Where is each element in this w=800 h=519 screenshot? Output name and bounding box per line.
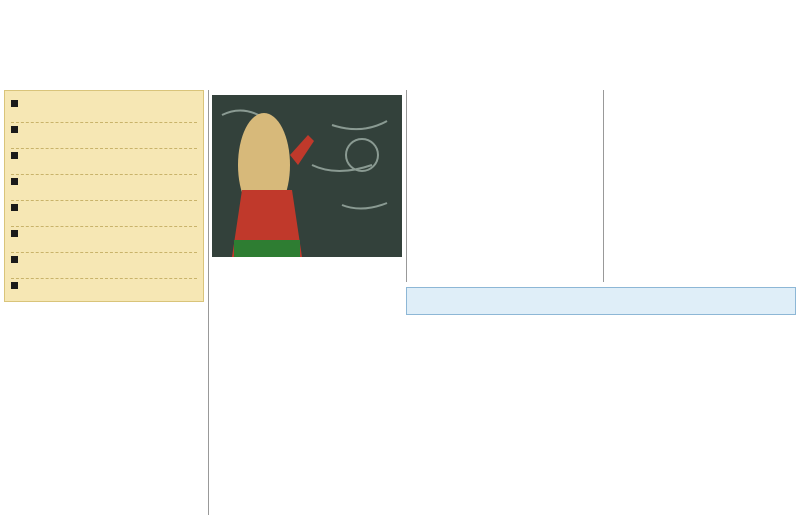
square-bullet-icon [11, 100, 18, 107]
square-bullet-icon [11, 126, 18, 133]
column-divider [603, 90, 604, 282]
highlight-item [11, 97, 197, 123]
column-divider [406, 90, 407, 282]
sub-heading [412, 212, 600, 226]
highlight-item [11, 123, 197, 149]
sub-heading [212, 323, 402, 337]
highlights-box [4, 90, 204, 302]
highlight-item [11, 279, 197, 304]
square-bullet-icon [11, 256, 18, 263]
article-column [212, 338, 402, 514]
square-bullet-icon [11, 178, 18, 185]
boxed-story-column [412, 318, 598, 514]
article-column [6, 308, 202, 514]
highlight-item [11, 201, 197, 227]
boxed-story-column [606, 318, 794, 514]
column-divider [208, 90, 209, 515]
photo-caption [212, 262, 402, 322]
highlight-item [11, 175, 197, 201]
boxed-story-title [406, 287, 796, 315]
highlight-item [11, 227, 197, 253]
article-column [608, 92, 794, 278]
article-column [412, 92, 600, 208]
square-bullet-icon [11, 282, 18, 289]
highlight-item [11, 149, 197, 175]
highlight-item [11, 253, 197, 279]
article-column [412, 228, 600, 280]
square-bullet-icon [11, 152, 18, 159]
news-photo [212, 95, 402, 257]
square-bullet-icon [11, 204, 18, 211]
square-bullet-icon [11, 230, 18, 237]
headline [0, 0, 800, 82]
